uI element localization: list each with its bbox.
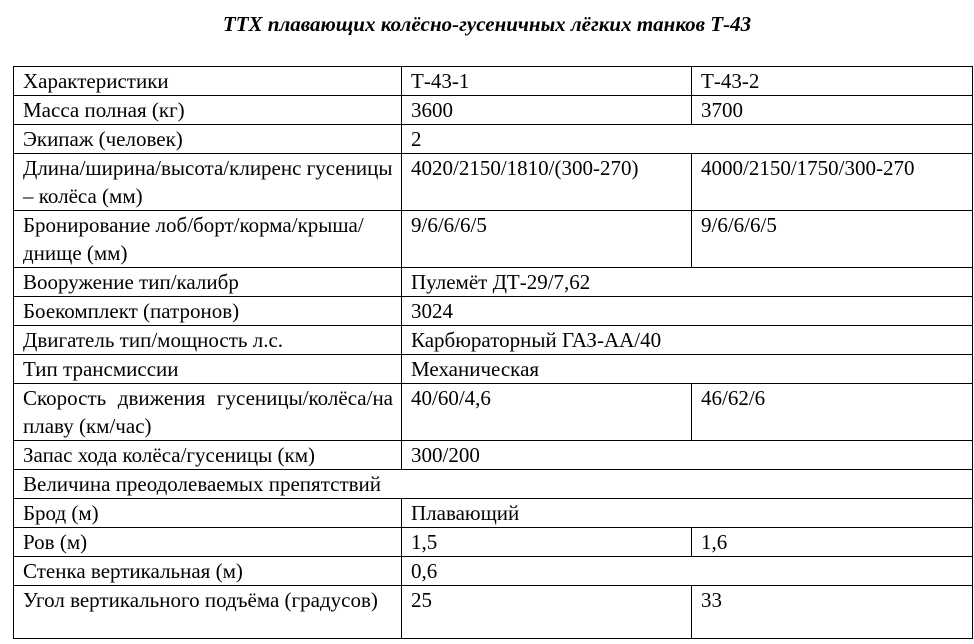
row-value-t43-2: 3700 xyxy=(692,96,973,125)
row-value-t43-1: 4020/2150/1810/(300-270) xyxy=(402,154,692,211)
row-label: Стенка вертикальная (м) xyxy=(14,557,402,586)
row-value-t43-2: 9/6/6/6/5 xyxy=(692,211,973,268)
row-value-t43-2: 1,6 xyxy=(692,528,973,557)
header-characteristics: Характеристики xyxy=(14,67,402,96)
row-label: Запас хода колёса/гусеницы (км) xyxy=(14,441,402,470)
table-section-row xyxy=(14,470,973,499)
row-value-shared: Пулемёт ДТ-29/7,62 xyxy=(402,268,973,297)
table-row xyxy=(14,297,973,326)
table-row xyxy=(14,557,973,586)
row-label: Боекомплект (патронов) xyxy=(14,297,402,326)
row-value-shared: 0,6 xyxy=(402,557,973,586)
row-label: Бронирование лоб/борт/корма/крыша/днище (мм) xyxy=(14,211,402,268)
row-label: Длина/ширина/высота/клиренс гусеницы – колёса (мм) xyxy=(14,154,402,211)
section-heading: Величина преодолеваемых препятствий xyxy=(14,470,973,499)
table-row xyxy=(14,326,973,355)
page-title: ТТХ плавающих колёсно-гусеничных лёгких танков Т-43 xyxy=(222,12,752,36)
table-row xyxy=(14,211,973,268)
table-row xyxy=(14,268,973,297)
table-row xyxy=(14,125,973,154)
row-value-shared: 3024 xyxy=(402,297,973,326)
row-label: Вооружение тип/калибр xyxy=(14,268,402,297)
row-label: Ров (м) xyxy=(14,528,402,557)
row-value-t43-1: 3600 xyxy=(402,96,692,125)
row-label: Тип трансмиссии xyxy=(14,355,402,384)
specifications-table xyxy=(13,66,973,639)
row-label: Угол вертикального подъёма (градусов) xyxy=(14,586,402,639)
table-header-row xyxy=(14,67,973,96)
row-label: Экипаж (человек) xyxy=(14,125,402,154)
row-value-shared: Механическая xyxy=(402,355,973,384)
row-value-t43-1: 40/60/4,6 xyxy=(402,384,692,441)
row-value-shared: Плавающий xyxy=(402,499,973,528)
row-value-shared: Карбюраторный ГАЗ-АА/40 xyxy=(402,326,973,355)
row-value-t43-1: 9/6/6/6/5 xyxy=(402,211,692,268)
row-value-t43-1: 1,5 xyxy=(402,528,692,557)
table-row xyxy=(14,528,973,557)
table-row xyxy=(14,384,973,441)
table-row xyxy=(14,441,973,470)
table-row xyxy=(14,499,973,528)
row-value-t43-2: 46/62/6 xyxy=(692,384,973,441)
header-t43-2: Т-43-2 xyxy=(692,67,973,96)
row-label: Двигатель тип/мощность л.с. xyxy=(14,326,402,355)
row-label: Брод (м) xyxy=(14,499,402,528)
row-value-shared: 2 xyxy=(402,125,973,154)
row-value-shared: 300/200 xyxy=(402,441,973,470)
table-row xyxy=(14,355,973,384)
row-value-t43-2: 33 xyxy=(692,586,973,639)
row-label: Скорость движения гусеницы/колёса/на плаву (км/час) xyxy=(14,384,402,441)
row-value-t43-2: 4000/2150/1750/300-270 xyxy=(692,154,973,211)
row-label: Масса полная (кг) xyxy=(14,96,402,125)
table-row xyxy=(14,96,973,125)
header-t43-1: Т-43-1 xyxy=(402,67,692,96)
table-row xyxy=(14,154,973,211)
row-value-t43-1: 25 xyxy=(402,586,692,639)
table-row xyxy=(14,586,973,639)
